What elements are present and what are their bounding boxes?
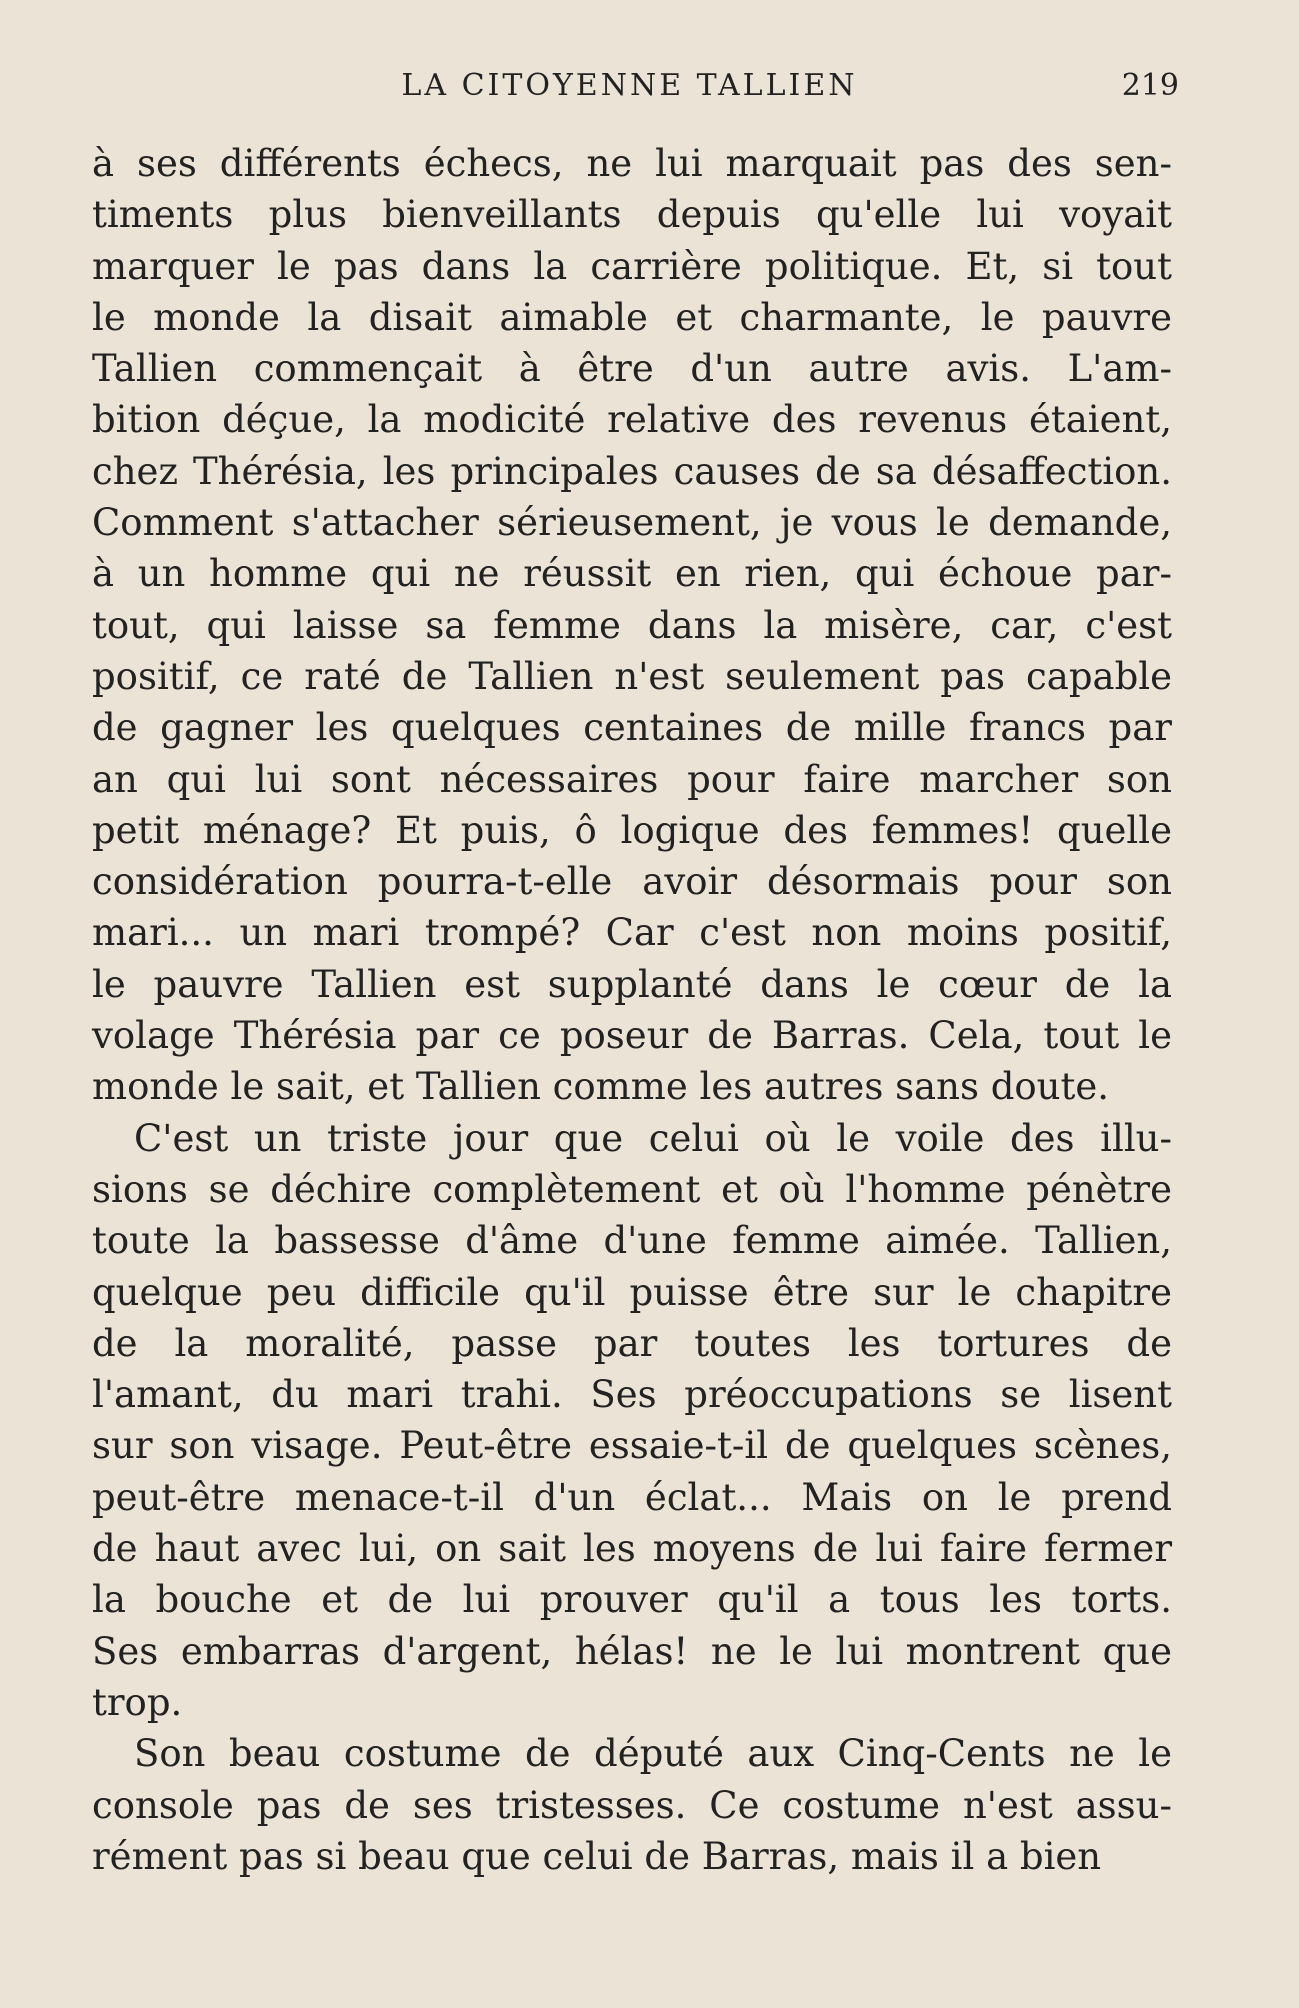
text-line: Comment s'attacher sérieusement, je vous le demande, bbox=[92, 501, 1172, 545]
paragraph bbox=[92, 1728, 1172, 1882]
text-line: le pauvre Tallien est supplanté dans le cœur de la bbox=[92, 962, 1172, 1006]
text-line: monde le sait, et Tallien comme les autres sans doute. bbox=[92, 1065, 1110, 1109]
text-line: Tallien commençait à être d'un autre avis. L'am- bbox=[92, 347, 1172, 391]
body-text bbox=[92, 138, 1172, 1882]
text-line: rément pas si beau que celui de Barras, mais il a bien bbox=[92, 1834, 1102, 1878]
text-line: la bouche et de lui prouver qu'il a tous les torts. bbox=[92, 1578, 1172, 1622]
text-line: petit ménage? Et puis, ô logique des femmes! quelle bbox=[92, 808, 1172, 852]
text-line: Son beau costume de député aux Cinq-Cents ne le bbox=[134, 1732, 1172, 1776]
text-line: chez Thérésia, les principales causes de sa désaffection. bbox=[92, 449, 1172, 493]
text-line: volage Thérésia par ce poseur de Barras. Cela, tout le bbox=[92, 1014, 1172, 1058]
paragraph bbox=[92, 138, 1172, 1113]
text-line: le monde la disait aimable et charmante, le pauvre bbox=[92, 295, 1172, 339]
text-line: C'est un triste jour que celui où le voile des illu- bbox=[134, 1116, 1172, 1160]
text-line: quelque peu difficile qu'il puisse être sur le chapitre bbox=[92, 1270, 1172, 1314]
text-line: à ses différents échecs, ne lui marquait pas des sen- bbox=[92, 142, 1172, 185]
text-line: Ses embarras d'argent, hélas! ne le lui montrent que bbox=[92, 1629, 1172, 1673]
text-line: peut-être menace-t-il d'un éclat... Mais on le prend bbox=[92, 1475, 1172, 1519]
text-line: tout, qui laisse sa femme dans la misère, car, c'est bbox=[92, 603, 1172, 647]
text-line: à un homme qui ne réussit en rien, qui échoue par- bbox=[92, 552, 1172, 596]
running-header bbox=[80, 68, 1179, 118]
text-line: mari... un mari trompé? Car c'est non moins positif, bbox=[92, 911, 1172, 955]
text-line: considération pourra-t-elle avoir désormais pour son bbox=[92, 860, 1172, 904]
text-line: an qui lui sont nécessaires pour faire marcher son bbox=[92, 757, 1172, 801]
text-line: sur son visage. Peut-être essaie-t-il de quelques scènes, bbox=[92, 1424, 1172, 1468]
text-line: toute la bassesse d'âme d'une femme aimée. Tallien, bbox=[92, 1219, 1172, 1263]
paragraph bbox=[92, 1113, 1172, 1729]
text-line: sions se déchire complètement et où l'homme pénètre bbox=[92, 1167, 1172, 1211]
page-number: 219 bbox=[1121, 68, 1179, 103]
text-line: console pas de ses tristesses. Ce costume n'est assu- bbox=[92, 1783, 1172, 1827]
text-line: de gagner les quelques centaines de mille francs par bbox=[92, 706, 1172, 750]
text-line: l'amant, du mari trahi. Ses préoccupations se lisent bbox=[92, 1373, 1172, 1417]
text-line: bition déçue, la modicité relative des revenus étaient, bbox=[92, 398, 1172, 442]
text-line: de la moralité, passe par toutes les tortures de bbox=[92, 1321, 1172, 1365]
running-head-title: LA CITOYENNE TALLIEN bbox=[401, 68, 858, 103]
text-line: positif, ce raté de Tallien n'est seulement pas capable bbox=[92, 654, 1172, 698]
text-line: marquer le pas dans la carrière politique. Et, si tout bbox=[92, 244, 1172, 288]
text-line: timents plus bienveillants depuis qu'elle lui voyait bbox=[92, 193, 1172, 237]
text-line: de haut avec lui, on sait les moyens de lui faire fermer bbox=[92, 1527, 1172, 1571]
text-line: trop. bbox=[92, 1680, 183, 1724]
